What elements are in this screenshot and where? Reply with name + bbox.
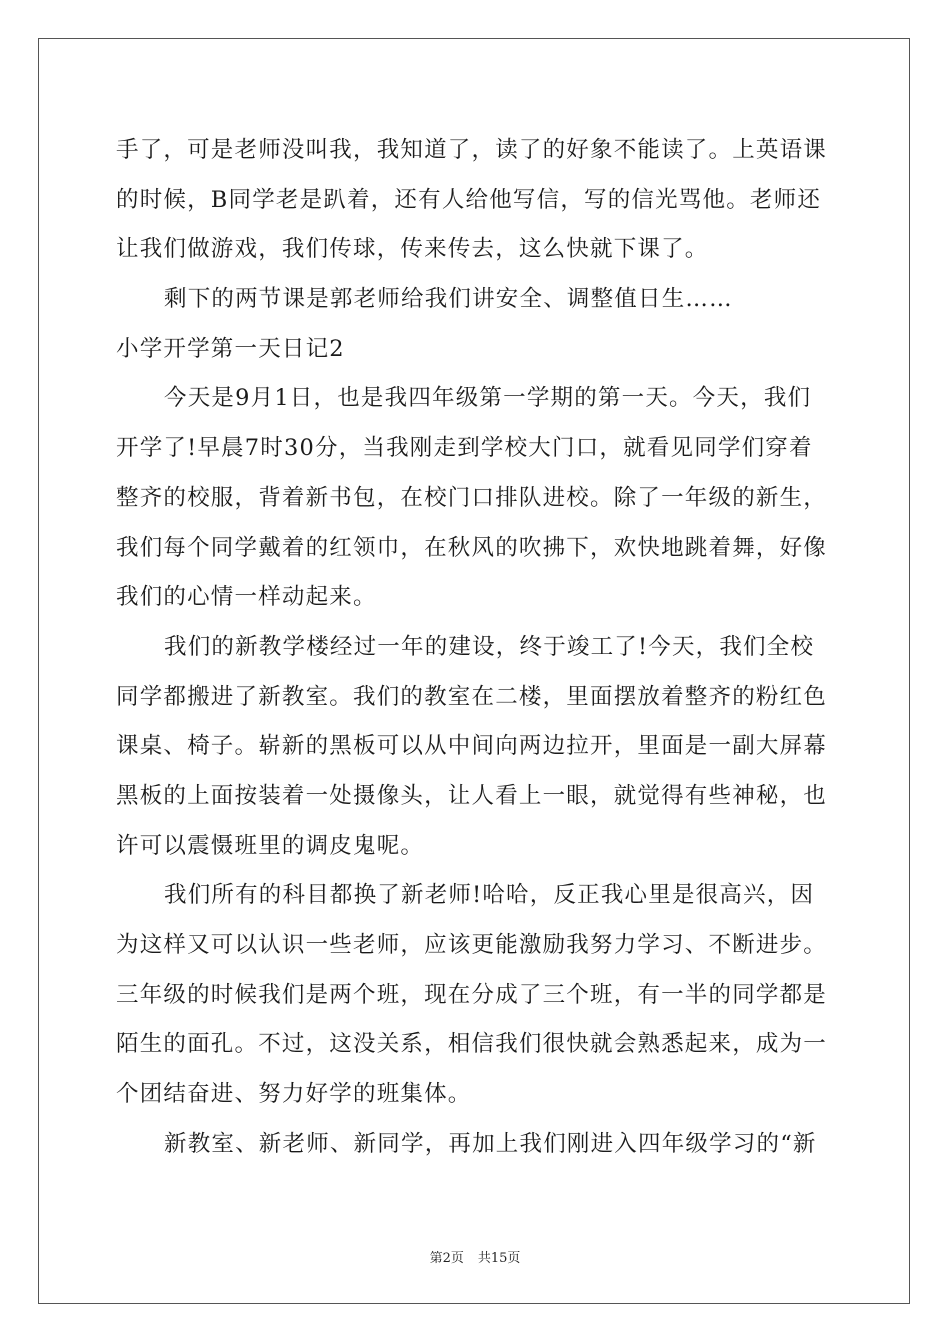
text-line: 陌生的面孔。不过，这没关系，相信我们很快就会熟悉起来，成为一 xyxy=(116,1031,828,1058)
section-heading: 小学开学第一天日记2 xyxy=(116,335,345,362)
text-line: 我们所有的科目都换了新老师!哈哈，反正我心里是很高兴，因 xyxy=(164,882,815,909)
text-line: 我们的心情一样动起来。 xyxy=(116,584,377,611)
text-line: 让我们做游戏，我们传球，传来传去，这么快就下课了。 xyxy=(116,236,709,263)
text-line: 课桌、椅子。崭新的黑板可以从中间向两边拉开，里面是一副大屏幕 xyxy=(116,733,828,760)
text-line: 整齐的校服，背着新书包，在校门口排队进校。除了一年级的新生， xyxy=(116,484,828,511)
text-line: 今天是9月1日，也是我四年级第一学期的第一天。今天，我们 xyxy=(164,385,812,412)
text-line: 同学都搬进了新教室。我们的教室在二楼，里面摆放着整齐的粉红色 xyxy=(116,683,828,710)
text-line: 个团结奋进、努力好学的班集体。 xyxy=(116,1081,472,1108)
document-body xyxy=(116,126,834,1169)
text-line: 剩下的两节课是郭老师给我们讲安全、调整值日生…… xyxy=(164,286,733,313)
text-line: 黑板的上面按装着一处摄像头，让人看上一眼，就觉得有些神秘，也 xyxy=(116,782,828,809)
text-line: 开学了!早晨7时30分，当我刚走到学校大门口，就看见同学们穿着 xyxy=(116,435,813,462)
page-number: 第2页 xyxy=(429,1251,464,1266)
text-line: 我们每个同学戴着的红领巾，在秋风的吹拂下，欢快地跳着舞，好像 xyxy=(116,534,828,561)
text-line: 三年级的时候我们是两个班，现在分成了三个班，有一半的同学都是 xyxy=(116,981,828,1008)
total-pages: 共15页 xyxy=(477,1251,521,1266)
text-line: 我们的新教学楼经过一年的建设，终于竣工了!今天，我们全校 xyxy=(164,633,815,660)
text-line: 的时候，B同学老是趴着，还有人给他写信，写的信光骂他。老师还 xyxy=(116,186,822,213)
text-line: 手了，可是老师没叫我，我知道了，读了的好象不能读了。上英语课 xyxy=(116,137,828,163)
text-line: 许可以震慑班里的调皮鬼呢。 xyxy=(116,832,425,859)
text-line: 新教室、新老师、新同学，再加上我们刚进入四年级学习的“新 xyxy=(164,1130,817,1157)
page-footer xyxy=(0,1247,950,1266)
text-line: 为这样又可以认识一些老师，应该更能激励我努力学习、不断进步。 xyxy=(116,932,828,958)
